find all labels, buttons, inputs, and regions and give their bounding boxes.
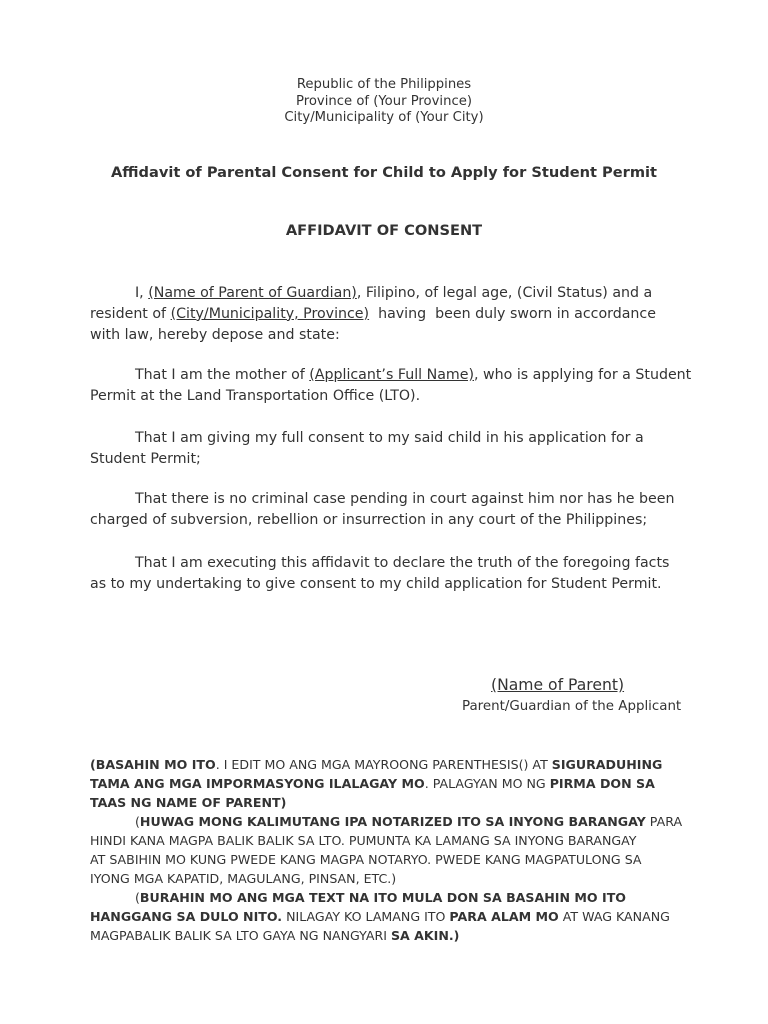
paragraph-consent: That I am giving my full consent to my said child in his application for a Student Permit; — [90, 430, 644, 467]
placeholder-residence: (City/Municipality, Province) — [170, 305, 370, 322]
document-title: Affidavit of Parental Consent for Child to Apply for Student Permit — [110, 164, 658, 181]
signature-name: (Name of Parent) — [491, 676, 625, 694]
header-republic: Republic of the Philippines — [296, 77, 472, 92]
document-header — [0, 77, 768, 127]
signature-role: Parent/Guardian of the Applicant — [462, 699, 682, 714]
header-city: City/Municipality of (Your City) — [284, 110, 484, 126]
instructions-note: (BASAHIN MO ITO. I EDIT MO ANG MGA MAYROONG PARENTHESIS() AT SIGURADUHING TAMA ANG MGA IMPORMASYONG ILALAGAY MO. PALAGYAN MO NG PIRMA DON SA TAAS NG NAME OF PARENT) (HUWAG MONG KALIMUTANG IPA NOTARIZED ITO SA INYONG BARANGAY PARA HINDI KANA MAGPA BALIK BALIK SA LTO. PUMUNTA KA LAMANG SA INYONG BARANGAY AT SABIHIN MO KUNG PWEDE KANG MAGPA NOTARYO. PWEDE KANG MAGPATULONG SA IYONG MGA KAPATID, MAGULANG, PINSAN, ETC.) (BURAHIN MO ANG MGA TEXT NA ITO MULA DON SA BASAHIN MO ITO HANGGANG SA DULO NITO. NILAGAY KO LAMANG ITO PARA ALAM MO AT WAG KANANG MAGPABALIK BALIK SA LTO GAYA NG NANGYARI SA AKIN.) — [90, 757, 683, 943]
paragraph-mother: That I am the mother of (Applicant’s Full Name), who is applying for a Student Permit at the Land Transportation Office (LTO). — [90, 367, 692, 404]
paragraph-deposition: I, (Name of Parent of Guardian), Filipino, of legal age, (Civil Status) and a resident of (City/Municipality, Province) having been duly sworn in accordance with law, hereby depose and state: — [90, 285, 656, 343]
placeholder-parent-name: (Name of Parent of Guardian) — [148, 285, 357, 301]
document-subtitle: AFFIDAVIT OF CONSENT — [285, 222, 483, 239]
placeholder-applicant-name: (Applicant’s Full Name) — [309, 367, 475, 383]
paragraph-executing: That I am executing this affidavit to declare the truth of the foregoing facts as to my undertaking to give consent to my child application for Student Permit. — [90, 555, 670, 592]
paragraph-no-criminal-case: That there is no criminal case pending in court against him nor has he been charged of subversion, rebellion or insurrection in any court of the Philippines; — [90, 491, 675, 528]
header-province: Province of (Your Province) — [296, 93, 472, 109]
